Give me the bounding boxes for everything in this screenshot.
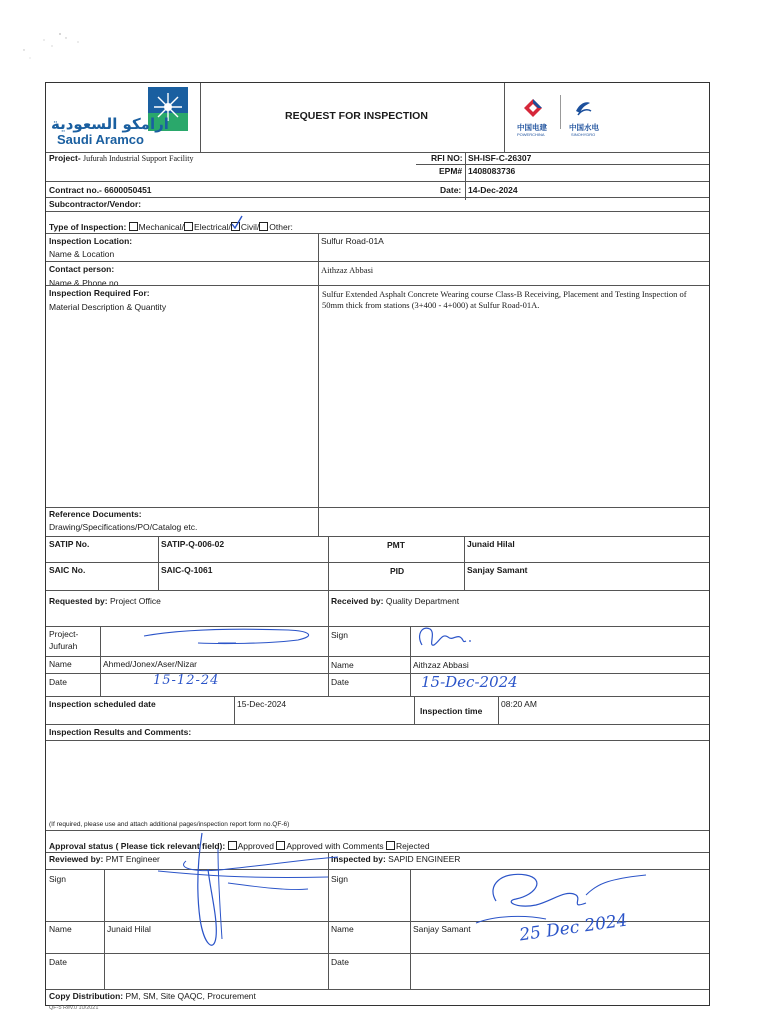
project-row [46,152,196,165]
location-value: Sulfur Road-01A [321,236,384,246]
inspection-type-label: Type of Inspection: [49,222,127,232]
received-value: Quality Department [385,596,460,606]
inspected-label: Inspected by: [331,854,386,864]
aramco-english-text: Saudi Aramco [57,132,144,147]
scan-speckle [16,28,96,68]
reviewer-name-label: Name [49,924,72,934]
rejected-option: Rejected [396,841,430,851]
contact-label: Contact person: [49,264,115,274]
satip-value: SATIP-Q-006-02 [161,539,225,549]
requester-signature [138,624,318,646]
rejected-checkbox[interactable] [386,841,395,850]
project-value: Jufurah Industrial Support Facility [83,154,194,163]
receiver-sign-label: Sign [331,630,349,640]
inspector-name: Sanjay Samant [413,924,471,934]
inspection-time-label: Inspection time [420,706,483,716]
reviewed-label: Reviewed by: [49,854,104,864]
project-sign-label-2: Jufurah [49,641,78,651]
inspector-name-label: Name [331,924,354,934]
other-option: Other: [269,222,293,232]
inspector-signature [456,865,666,955]
approval-label: Approval status ( Please tick relevant field): [49,841,226,851]
requester-name-label: Name [49,659,72,669]
location-label: Inspection Location: [49,236,133,246]
requested-row [46,595,164,608]
receiver-signature [412,621,482,655]
rfi-value: SH-ISF-C-26307 [468,153,532,163]
approved-with-comments-option: Approved with Comments [286,841,384,851]
mechanical-checkbox[interactable] [129,222,138,231]
powerchina-cn: 中国电建 [517,123,547,132]
reviewer-name: Junaid Hilal [107,924,151,934]
required-sublabel: Material Description & Quantity [49,302,167,312]
pmt-person: Junaid Hilal [467,539,515,549]
reference-label: Reference Documents: [49,509,142,519]
inspection-time-value: 08:20 AM [501,699,537,709]
civil-option: Civil/ [240,222,260,232]
electrical-checkbox[interactable] [184,222,193,231]
check-mark-icon [231,215,243,229]
pmt-label: PMT [387,540,405,550]
requested-label: Requested by: [49,596,108,606]
rfi-form [45,82,710,1006]
approved-option: Approved [237,841,274,851]
requester-date-label: Date [49,677,67,687]
date-label: Date: [440,185,462,195]
receiver-date-label: Date [331,677,349,687]
saic-label: SAIC No. [49,565,86,575]
powerchina-en: POWERCHINA [517,132,545,137]
schedule-value: 15-Dec-2024 [237,699,287,709]
other-checkbox[interactable] [259,222,268,231]
electrical-option: Electrical/ [194,222,231,232]
reviewer-date-label: Date [49,957,67,967]
received-row [328,595,462,608]
reviewed-value: PMT Engineer [105,854,160,864]
required-label: Inspection Required For: [49,288,150,298]
reviewed-row [46,853,163,866]
contact-sublabel: Name & Phone no. [49,278,121,285]
form-code: QF-5 Rev.0 10/2021 [49,1005,99,1010]
receiver-date-handwritten: 15-Dec-2024 [421,673,518,691]
location-sublabel: Name & Location [49,249,115,259]
schedule-label: Inspection scheduled date [49,699,156,709]
sinohydro-logo-icon [572,97,594,119]
reviewer-sign-label: Sign [49,874,67,884]
inspected-value: SAPID ENGINEER [388,854,461,864]
sinohydro-cn: 中国水电 [569,123,599,132]
subcontractor-label: Subcontractor/Vendor: [49,199,142,209]
inspector-sign-label: Sign [331,874,349,884]
contract-label: Contract no.- 6600050451 [49,185,152,195]
contact-value: Aithzaz Abbasi [321,265,374,275]
reviewer-signature [158,829,378,959]
results-note: (If required, please use and attach additional pages/inspection report form no.QF-6) [49,821,290,828]
civil-checkbox-checked[interactable] [231,222,240,231]
requested-value: Project Office [109,596,161,606]
sinohydro-en: SINOHYDRO [571,132,596,137]
copy-value: PM, SM, Site QAQC, Procurement [125,991,256,1001]
powerchina-logo-icon [518,97,548,119]
date-value: 14-Dec-2024 [468,185,518,195]
saic-value: SAIC-Q-1061 [161,565,213,575]
reference-sublabel: Drawing/Specifications/PO/Catalog etc. [49,522,198,532]
requester-names: Ahmed/Jonex/Aser/Nizar [103,659,198,669]
copy-label: Copy Distribution: [49,991,124,1001]
aramco-arabic-text: ارامكو السعودية [51,115,169,133]
aramco-logo [48,85,198,151]
project-label: Project- [49,153,81,163]
receiver-name-label: Name [331,660,354,670]
pid-label: PID [390,566,405,576]
results-label: Inspection Results and Comments: [49,727,192,737]
satip-label: SATIP No. [49,539,90,549]
copy-row [46,990,259,1003]
mechanical-option: Mechanical/ [138,222,185,232]
epm-label: EPM# [439,166,463,176]
inspector-date-label: Date [331,957,349,967]
form-title: REQUEST FOR INSPECTION [285,110,428,122]
received-label: Received by: [331,596,384,606]
requester-date-handwritten: 15-12-24 [153,673,220,688]
inspector-date-handwritten: 25 Dec 2024 [518,910,629,946]
project-sign-label-1: Project- [49,629,79,639]
required-value: Sulfur Extended Asphalt Concrete Wearing course Class-B Receiving, Placement and Testing Inspection of 50mm thick from stations (3+400 - 4+000) at Sulfur Road-01A. [322,289,687,310]
receiver-name: Aithzaz Abbasi [413,660,469,670]
rfi-label: RFI NO: [431,153,463,163]
pid-person: Sanjay Samant [467,565,528,575]
epm-value: 1408083736 [468,166,516,176]
contractor-logos [514,91,634,145]
